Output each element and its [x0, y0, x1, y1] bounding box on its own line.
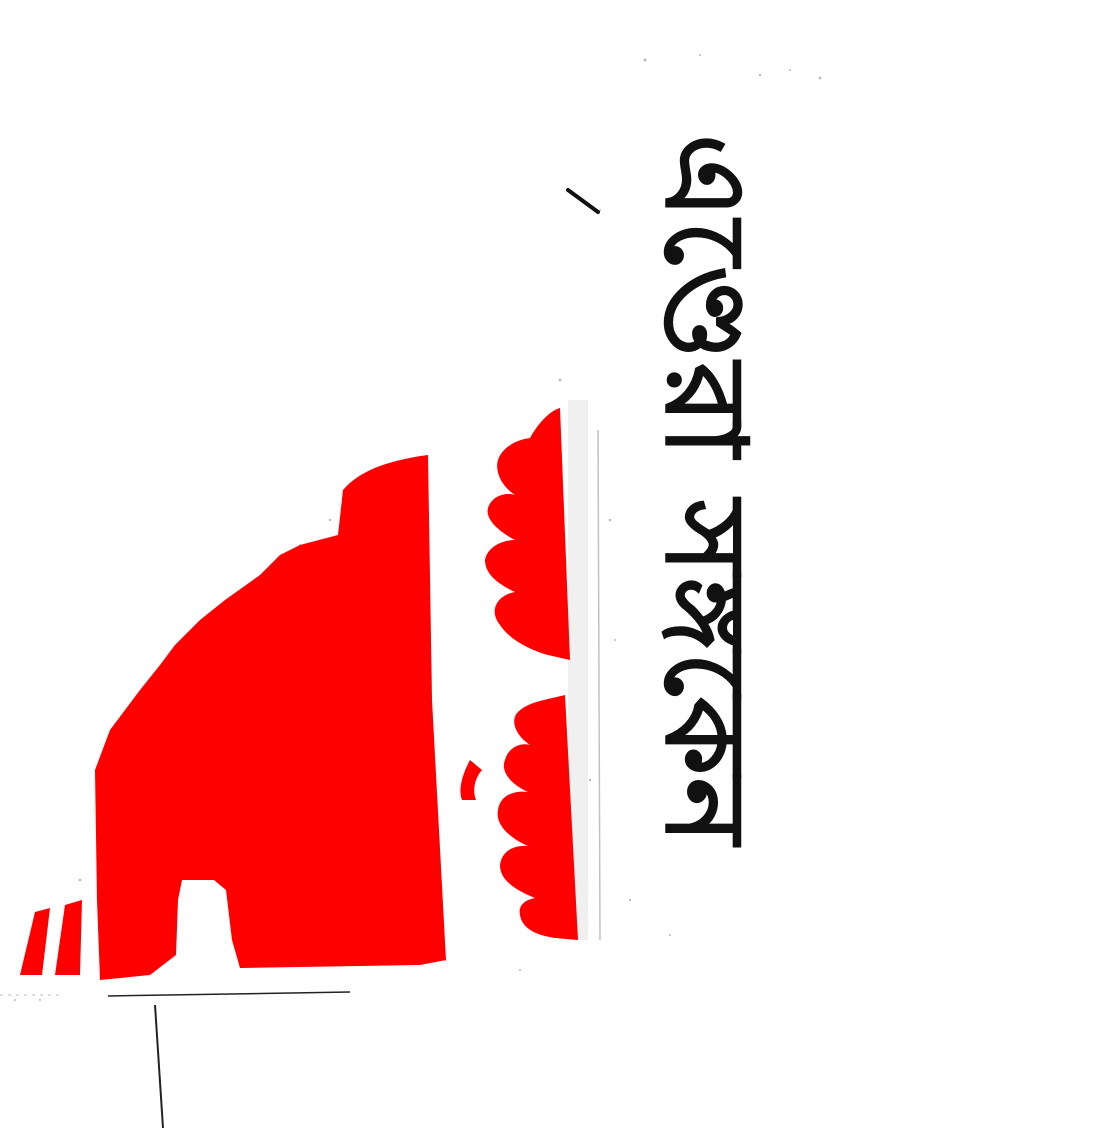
- red-strip-right: [55, 900, 82, 975]
- vertical-title-block: [640, 70, 770, 910]
- red-redaction-blot: [95, 455, 446, 980]
- vertical-rule: [155, 1005, 163, 1128]
- page-title: এণ্ডেরা সঙ্গকেন: [640, 133, 770, 847]
- red-floral-ornament-upper: [485, 408, 570, 660]
- red-strip-left: [20, 908, 50, 975]
- bottom-rule: [108, 992, 350, 996]
- red-floral-ornament-lower: [498, 695, 578, 940]
- tick-mark: [568, 190, 598, 212]
- red-floral-curl: [460, 760, 482, 800]
